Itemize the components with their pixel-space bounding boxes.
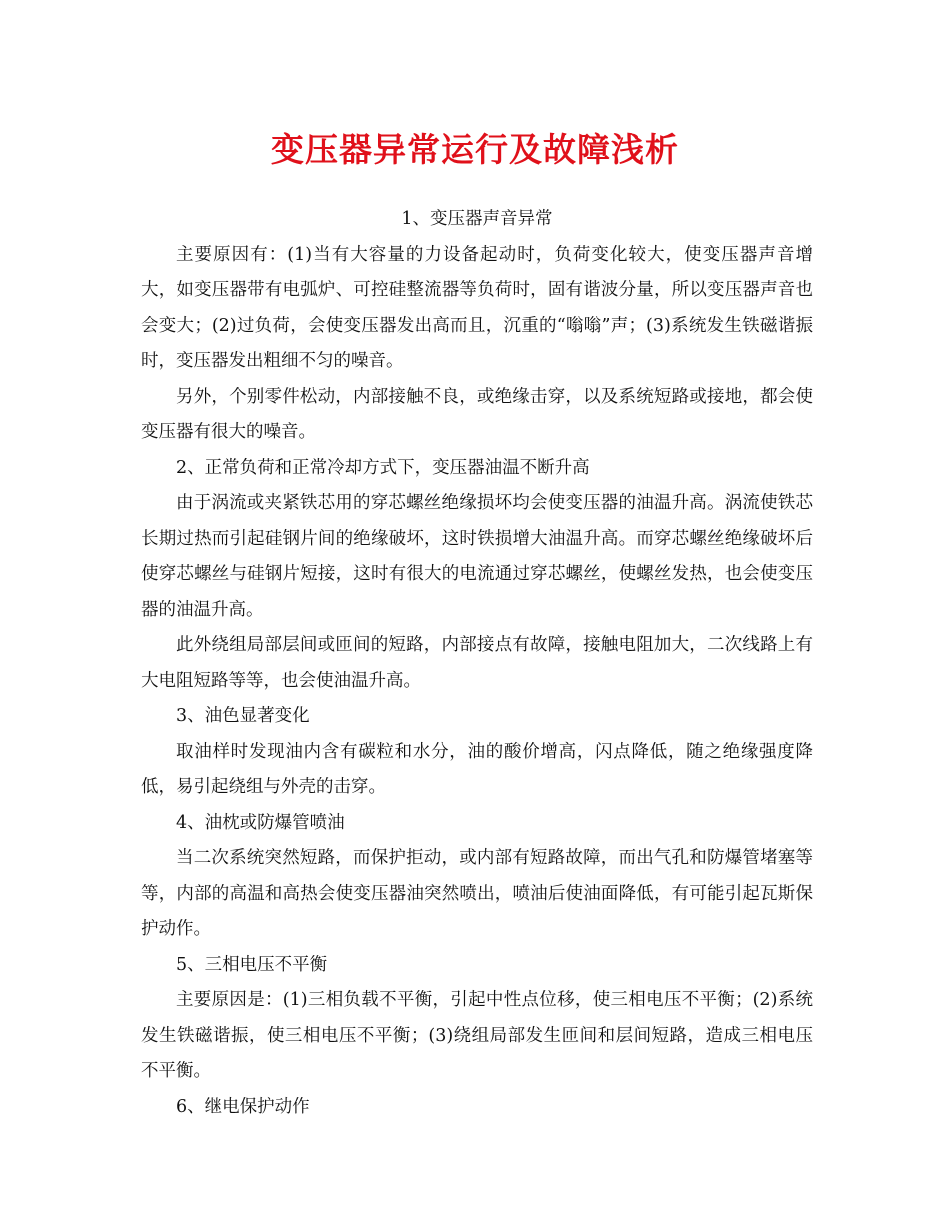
document-body bbox=[141, 202, 813, 1125]
page-title: 变压器异常运行及故障浅析 bbox=[271, 130, 679, 169]
paragraph: 另外，个别零件松动，内部接触不良，或绝缘击穿，以及系统短路或接地，都会使变压器有很大的噪音。 bbox=[141, 386, 813, 442]
section-heading-5: 5、三相电压不平衡 bbox=[176, 954, 328, 975]
paragraph: 此外绕组局部层间或匝间的短路，内部接点有故障，接触电阻加大，二次线路上有大电阻短路等等，也会使油温升高。 bbox=[141, 635, 813, 691]
section-heading-4: 4、油枕或防爆管喷油 bbox=[176, 812, 345, 833]
paragraph: 当二次系统突然短路，而保护拒动，或内部有短路故障，而出气孔和防爆管堵塞等等，内部的高温和高热会使变压器油突然喷出，喷油后使油面降低，有可能引起瓦斯保护动作。 bbox=[141, 848, 813, 939]
section-heading-1: 1、变压器声音异常 bbox=[401, 209, 553, 229]
section-heading-6: 6、继电保护动作 bbox=[176, 1096, 310, 1117]
paragraph: 主要原因是：(1)三相负载不平衡，引起中性点位移，使三相电压不平衡；(2)系统发生铁磁谐振，使三相电压不平衡；(3)绕组局部发生匝间和层间短路，造成三相电压不平衡。 bbox=[141, 990, 813, 1081]
paragraph: 主要原因有：(1)当有大容量的力设备起动时，负荷变化较大，使变压器声音增大，如变压器带有电弧炉、可控硅整流器等负荷时，固有谐波分量，所以变压器声音也会变大；(2)过负荷，会使变压器发出高而且，沉重的“嗡嗡”声；(3)系统发生铁磁谐振时，变压器发出粗细不匀的噪音。 bbox=[141, 244, 813, 371]
paragraph: 由于涡流或夹紧铁芯用的穿芯螺丝绝缘损坏均会使变压器的油温升高。涡流使铁芯长期过热而引起硅钢片间的绝缘破坏，这时铁损增大油温升高。而穿芯螺丝绝缘破坏后使穿芯螺丝与硅钢片短接，这时有很大的电流通过穿芯螺丝，使螺丝发热，也会使变压器的油温升高。 bbox=[141, 493, 813, 620]
section-heading-3: 3、油色显著变化 bbox=[176, 706, 310, 726]
paragraph: 取油样时发现油内含有碳粒和水分，油的酸价增高，闪点降低，随之绝缘强度降低，易引起绕组与外壳的击穿。 bbox=[141, 741, 813, 797]
section-heading-2: 2、正常负荷和正常冷却方式下，变压器油温不断升高 bbox=[176, 457, 590, 478]
